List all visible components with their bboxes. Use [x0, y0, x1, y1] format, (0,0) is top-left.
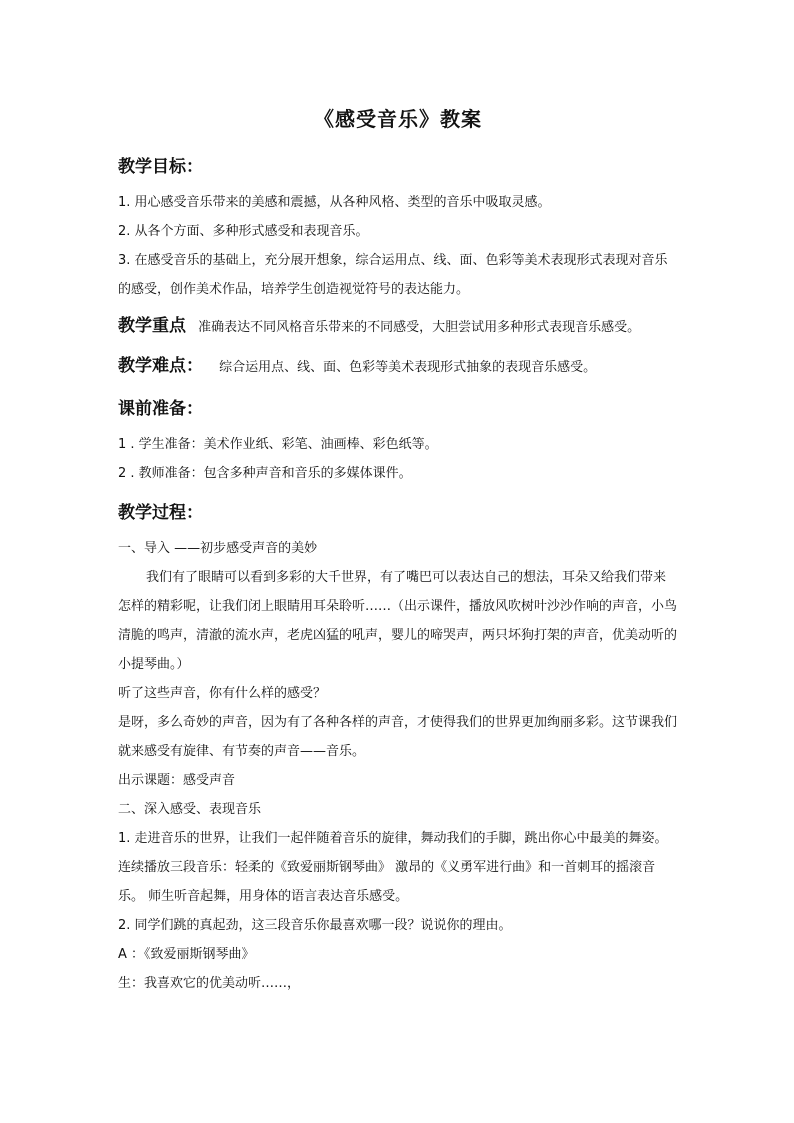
section2-title: 二、深入感受、表现音乐: [118, 802, 262, 817]
key-point-text: 准确表达不同风格音乐带来的不同感受，大胆尝试用多种形式表现音乐感受。: [198, 320, 641, 335]
key-point-label: 教学重点: [118, 316, 186, 336]
difficulty-text: 综合运用点、线、面、色彩等美术表现形式抽象的表现音乐感受。: [219, 360, 597, 375]
step1-paragraph: 1. 走进音乐的世界，让我们一起伴随着音乐的旋律，舞动我们的手脚，跳出你心中最美的舞姿。 连续播放三段音乐：轻柔的《致爱丽斯钢琴曲》 激昂的《义勇军进行曲》和一首刺耳的摇滚音乐。 师生听音起舞，用身体的语言表达音乐感受。: [118, 831, 668, 904]
preparation-heading: 课前准备：: [118, 399, 203, 419]
goal-item-2: 2. 从各个方面、多种形式感受和表现音乐。: [118, 224, 369, 239]
answer-paragraph: 是呀，多么奇妙的声音，因为有了各种各样的声音，才使得我们的世界更加绚丽多彩。这节课我们就来感受有旋律、有节奏的声音——音乐。: [118, 715, 678, 759]
preparation-item-2: 2 . 教师准备：包含多种声音和音乐的多媒体课件。: [118, 466, 412, 481]
difficulty-label: 教学难点：: [118, 356, 203, 376]
document-content: [118, 104, 678, 998]
student-answer-line: 生：我喜欢它的优美动听……，: [118, 976, 301, 991]
page-title: 《感受音乐》教案: [314, 107, 482, 131]
difficulty-row: [118, 350, 678, 384]
topic-line: 出示课题：感受声音: [118, 773, 236, 788]
section1-paragraph: 我们有了眼睛可以看到多彩的大千世界，有了嘴巴可以表达自己的想法，耳朵又给我们带来怎样的精彩呢，让我们闭上眼睛用耳朵聆听……（出示课件，播放风吹树叶沙沙作响的声音，小鸟清脆的鸣声，清澈的流水声，老虎凶猛的吼声，婴儿的啼哭声，两只坏狗打架的声音，优美动听的小提琴曲。）: [118, 570, 678, 672]
goals-heading: 教学目标：: [118, 157, 203, 177]
key-point-row: [118, 310, 678, 344]
option-a-line: A ：《致爱丽斯钢琴曲》: [118, 947, 255, 962]
question-line: 听了这些声音，你有什么样的感受？: [118, 686, 327, 701]
process-heading: 教学过程：: [118, 503, 203, 523]
preparation-item-1: 1 . 学生准备：美术作业纸、彩笔、油画棒、彩色纸等。: [118, 437, 438, 452]
goal-item-1: 1. 用心感受音乐带来的美感和震撼，从各种风格、类型的音乐中吸取灵感。: [118, 195, 551, 210]
section1-title: 一、导入 ——初步感受声音的美妙: [118, 541, 318, 556]
step2-line: 2. 同学们跳的真起劲，这三段音乐你最喜欢哪一段？说说你的理由。: [118, 918, 512, 933]
goal-item-3: 3. 在感受音乐的基础上，充分展开想象，综合运用点、线、面、色彩等美术表现形式表现对音乐的感受，创作美术作品，培养学生创造视觉符号的表达能力。: [118, 253, 668, 297]
